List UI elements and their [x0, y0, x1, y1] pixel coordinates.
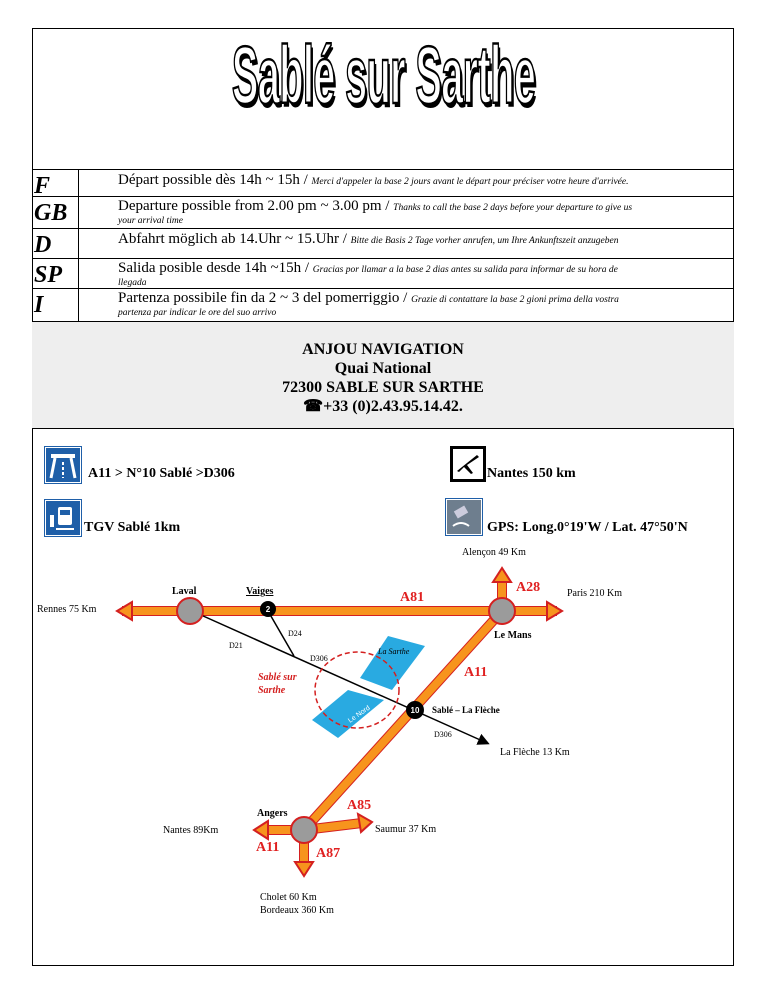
label-d24: D24: [288, 629, 302, 638]
lang-row-d: [32, 228, 734, 258]
satellite-icon: [446, 499, 482, 535]
river-text: Le Nord: [347, 704, 372, 725]
motorway-icon: [45, 447, 81, 483]
label-sable-la-fleche: Sablé – La Flèche: [432, 705, 500, 715]
airplane-icon: [451, 447, 485, 481]
lang-row-sp: [32, 258, 734, 288]
lang-code: GB: [34, 200, 68, 226]
label-vaiges: Vaiges: [246, 586, 274, 597]
address-city: 72300 SABLE SUR SARTHE: [282, 379, 484, 396]
label-cholet: Cholet 60 Km: [260, 892, 317, 903]
highway-saumur: [358, 814, 372, 832]
lang-code: I: [34, 292, 44, 318]
highway-cholet: [295, 862, 313, 876]
lang-code: F: [34, 173, 51, 199]
node-laval: [177, 598, 203, 624]
road-directions: A11 > N°10 Sablé >D306: [88, 466, 235, 481]
label-d306-south: D306: [434, 730, 452, 739]
train-icon: [45, 500, 81, 536]
address-block: [32, 321, 734, 429]
page-title: Sablé sur Sarthe: [232, 28, 536, 122]
label-laval: Laval: [172, 586, 197, 597]
label-a81: A81: [400, 590, 425, 605]
highway-nantes: [254, 821, 268, 839]
lang-row-gb: [32, 196, 734, 226]
label-d306-north: D306: [310, 654, 328, 663]
label-a85: A85: [347, 798, 372, 813]
address-phone: ☎+33 (0)2.43.95.14.42.: [303, 398, 463, 415]
label-nantes: Nantes 89Km: [163, 825, 219, 836]
lang-text: Départ possible dès 14h ~ 15h / Merci d'appeler la base 2 jours avant le départ pour préciser votre heure d'arrivée.: [118, 172, 629, 188]
phone-icon: ☎: [303, 398, 324, 415]
label-alencon: Alençon 49 Km: [462, 547, 526, 558]
lang-code: SP: [34, 262, 63, 288]
lang-code: D: [34, 232, 52, 258]
river-south: [312, 690, 384, 738]
label-lemans: Le Mans: [494, 630, 532, 641]
lang-row-f: [32, 169, 734, 199]
label-a11-north: A11: [464, 665, 488, 680]
label-bordeaux: Bordeaux 360 Km: [260, 905, 334, 916]
lang-note-cont: partenza par indicar le ore del suo arrivo: [118, 308, 277, 318]
highway-rennes: [117, 602, 132, 620]
train-distance: TGV Sablé 1km: [84, 520, 181, 535]
lang-note-cont: llegada: [118, 278, 147, 288]
label-saumur: Saumur 37 Km: [375, 824, 437, 835]
highway-alencon: [493, 568, 511, 582]
highway-paris: [547, 602, 562, 620]
lang-text: Departure possible from 2.00 pm ~ 3.00 pm / Thanks to call the base 2 days before your departure to give us: [118, 198, 633, 214]
node-angers: [291, 817, 317, 843]
label-angers: Angers: [257, 808, 288, 819]
exit-10-label: 10: [410, 706, 420, 715]
lang-text: Partenza possibile fin da 2 ~ 3 del pomerriggio / Grazie di contattare la base 2 gioni prima della vostra: [118, 290, 619, 306]
label-a87: A87: [316, 846, 341, 861]
label-rennes: Rennes 75 Km: [37, 604, 97, 615]
river-north: [360, 636, 425, 690]
label-d21: D21: [229, 641, 243, 650]
label-paris: Paris 210 Km: [567, 588, 622, 599]
airport-distance: Nantes 150 km: [487, 466, 576, 481]
lang-text: Salida posible desde 14h ~15h / Gracias por llamar a la base 2 dias antes su salida para informar de su hora de: [118, 260, 618, 276]
label-la-fleche: La Flèche 13 Km: [500, 747, 570, 758]
label-sable-1: Sablé sur: [258, 672, 297, 683]
label-a28: A28: [516, 580, 541, 595]
label-sable-2: Sarthe: [258, 685, 286, 696]
label-la-sarthe: La Sarthe: [378, 647, 410, 656]
address-street: Quai National: [334, 360, 432, 377]
lang-text: Abfahrt möglich ab 14.Uhr ~ 15.Uhr / Bitte die Basis 2 Tage vorher anrufen, um Ihre Ankunftszeit anzugeben: [118, 231, 619, 247]
label-a11-south: A11: [256, 840, 280, 855]
route-map: [32, 540, 734, 920]
gps-coordinates: GPS: Long.0°19'W / Lat. 47°50'N: [487, 520, 688, 535]
company-name: ANJOU NAVIGATION: [302, 341, 464, 358]
exit-2-label: 2: [265, 605, 271, 614]
lang-note-cont: your arrival time: [118, 216, 183, 226]
lang-row-i: [32, 288, 734, 321]
node-lemans: [489, 598, 515, 624]
